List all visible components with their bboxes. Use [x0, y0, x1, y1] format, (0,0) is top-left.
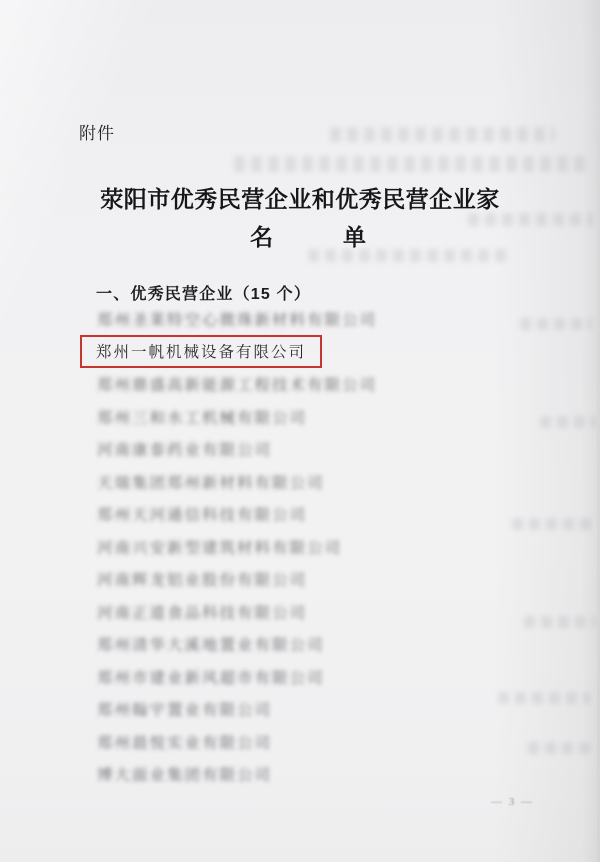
company-name: 天瑞集团郑州新材料有限公司: [97, 474, 325, 492]
title-char-dan: 单: [343, 225, 366, 250]
list-item: [97, 303, 557, 336]
list-item: [97, 758, 557, 791]
page-number: — 3 —: [491, 796, 534, 808]
list-item: [97, 401, 557, 434]
list-item: [97, 661, 557, 694]
company-name: 河南正道食品科技有限公司: [97, 604, 308, 622]
company-name: 郑州鼎盛高新能源工程技术有限公司: [97, 377, 378, 395]
company-name: 郑州圣莱特空心微珠新材料有限公司: [97, 312, 378, 330]
list-item: [97, 498, 557, 531]
company-name: 郑州市建业新风超市有限公司: [97, 669, 325, 687]
list-item: [97, 336, 557, 369]
highlighted-company-name: 郑州一帆机械设备有限公司: [80, 335, 322, 368]
list-item: [97, 466, 557, 499]
company-name: 博大面业集团有限公司: [97, 767, 273, 785]
list-item: [97, 433, 557, 466]
company-name: 郑州晨悦实业有限公司: [97, 734, 273, 752]
list-item: [97, 531, 557, 564]
list-item: [97, 726, 557, 759]
company-name: 郑州清华大溪地置业有限公司: [97, 637, 325, 655]
section-heading: 一、优秀民营企业（15 个）: [96, 286, 312, 303]
document-title-line2: [8, 219, 600, 252]
bleed-through-smudge: [330, 127, 555, 142]
list-item: [97, 368, 557, 401]
company-name: 河南兴安新型建筑材料有限公司: [97, 539, 343, 557]
attachment-label: 附件: [79, 124, 115, 143]
bleed-through-smudge: [234, 156, 589, 172]
title-char-ming: 名: [250, 225, 273, 250]
company-name: 郑州三和水工机械有限公司: [97, 409, 308, 427]
document-title: 荥阳市优秀民营企业和优秀民营企业家: [100, 187, 500, 212]
company-name: 河南康泰药业有限公司: [97, 442, 273, 460]
list-item: [97, 596, 557, 629]
company-name: 河南辉龙铝业股份有限公司: [97, 572, 308, 590]
company-name: 郑州天河通信科技有限公司: [97, 507, 308, 525]
list-item: [97, 628, 557, 661]
company-name: 郑州翰宇置业有限公司: [97, 702, 273, 720]
company-list: [97, 303, 557, 791]
list-item: [97, 693, 557, 726]
list-item: [97, 563, 557, 596]
